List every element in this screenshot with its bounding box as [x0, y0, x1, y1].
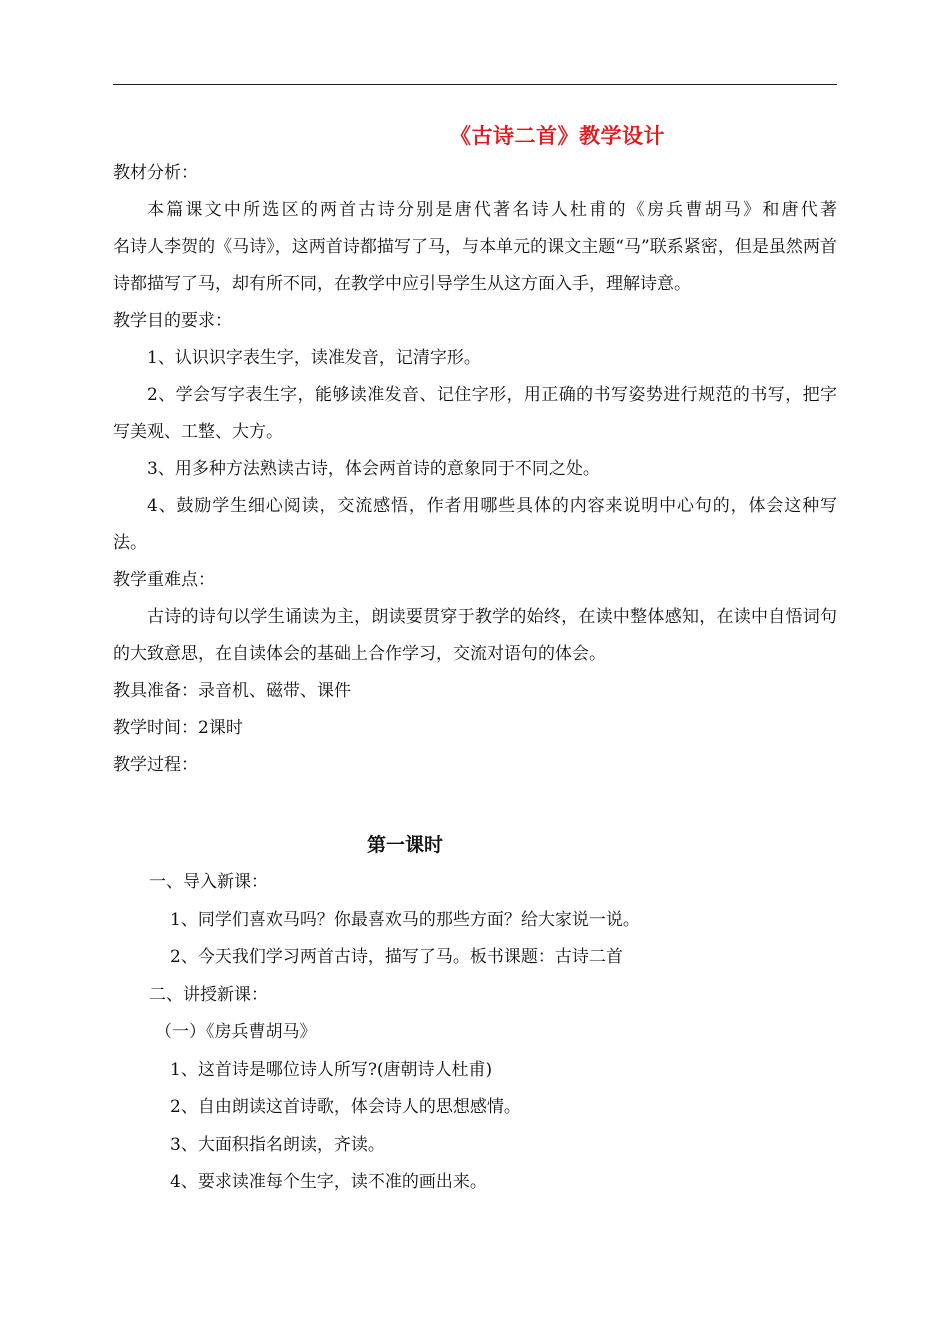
lesson-title: 第一课时 — [366, 834, 443, 856]
time-line: 教学时间：2课时 — [113, 718, 243, 738]
step-item-2: 2、自由朗读这首诗歌，体会诗人的思想感情。 — [170, 1097, 521, 1117]
teach-heading: 二、讲授新课： — [149, 984, 268, 1005]
goal-item-2: 2、学会写字表生字，能够读准发音、记住字形，用正确的书写姿势进行规范的书写，把字写美观、工整、大方。 — [113, 385, 837, 442]
step-item-1: 1、这首诗是哪位诗人所写?(唐朝诗人杜甫) — [170, 1059, 493, 1080]
document-title: 《古诗二首》教学设计 — [450, 123, 665, 148]
analysis-paragraph-rest: 名诗人李贺的《马诗》，这两首诗都描写了马，与本单元的课文主题“马”联系紧密，但是虽然两首诗都描写了马，却有所不同，在教学中应引导学生从这方面入手，理解诗意。 — [113, 237, 837, 294]
header-rule — [113, 84, 837, 85]
lesson-body — [113, 864, 837, 1202]
goal-item-4: 4、鼓励学生细心阅读，交流感悟，作者用哪些具体的内容来说明中心句的，体会这种写法。 — [113, 496, 837, 553]
intro-heading: 一、导入新课： — [149, 872, 268, 892]
step-item-3: 3、大面积指名朗读，齐读。 — [170, 1134, 385, 1155]
goal-item-3: 3、用多种方法熟读古诗，体会两首诗的意象同于不同之处。 — [147, 459, 600, 479]
document-body — [113, 155, 837, 784]
analysis-paragraph-line1: 本篇课文中所选区的两首古诗分别是唐代著名诗人杜甫的《房兵曹胡马》和唐代著 — [147, 200, 837, 220]
intro-item-2: 2、今天我们学习两首古诗，描写了马。板书课题：古诗二首 — [170, 947, 623, 967]
goals-heading: 教学目的要求： — [113, 311, 232, 331]
tools-line: 教具准备：录音机、磁带、课件 — [113, 681, 351, 701]
key-points-heading: 教学重难点： — [113, 570, 215, 590]
intro-item-1: 1、同学们喜欢马吗？你最喜欢马的那些方面？给大家说一说。 — [170, 909, 640, 930]
step-item-4: 4、要求读准每个生字，读不准的画出来。 — [170, 1172, 487, 1192]
key-points-text: 古诗的诗句以学生诵读为主，朗读要贯穿于教学的始终，在读中整体感知，在读中自悟词句的大致意思，在自读体会的基础上合作学习，交流对语句的体会。 — [113, 607, 837, 664]
process-heading: 教学过程： — [113, 755, 198, 775]
goal-item-1: 1、认识识字表生字，读准发音，记清字形。 — [147, 348, 481, 368]
analysis-heading: 教材分析： — [113, 163, 198, 183]
poem-heading: （一）《房兵曹胡马》 — [155, 1022, 317, 1042]
